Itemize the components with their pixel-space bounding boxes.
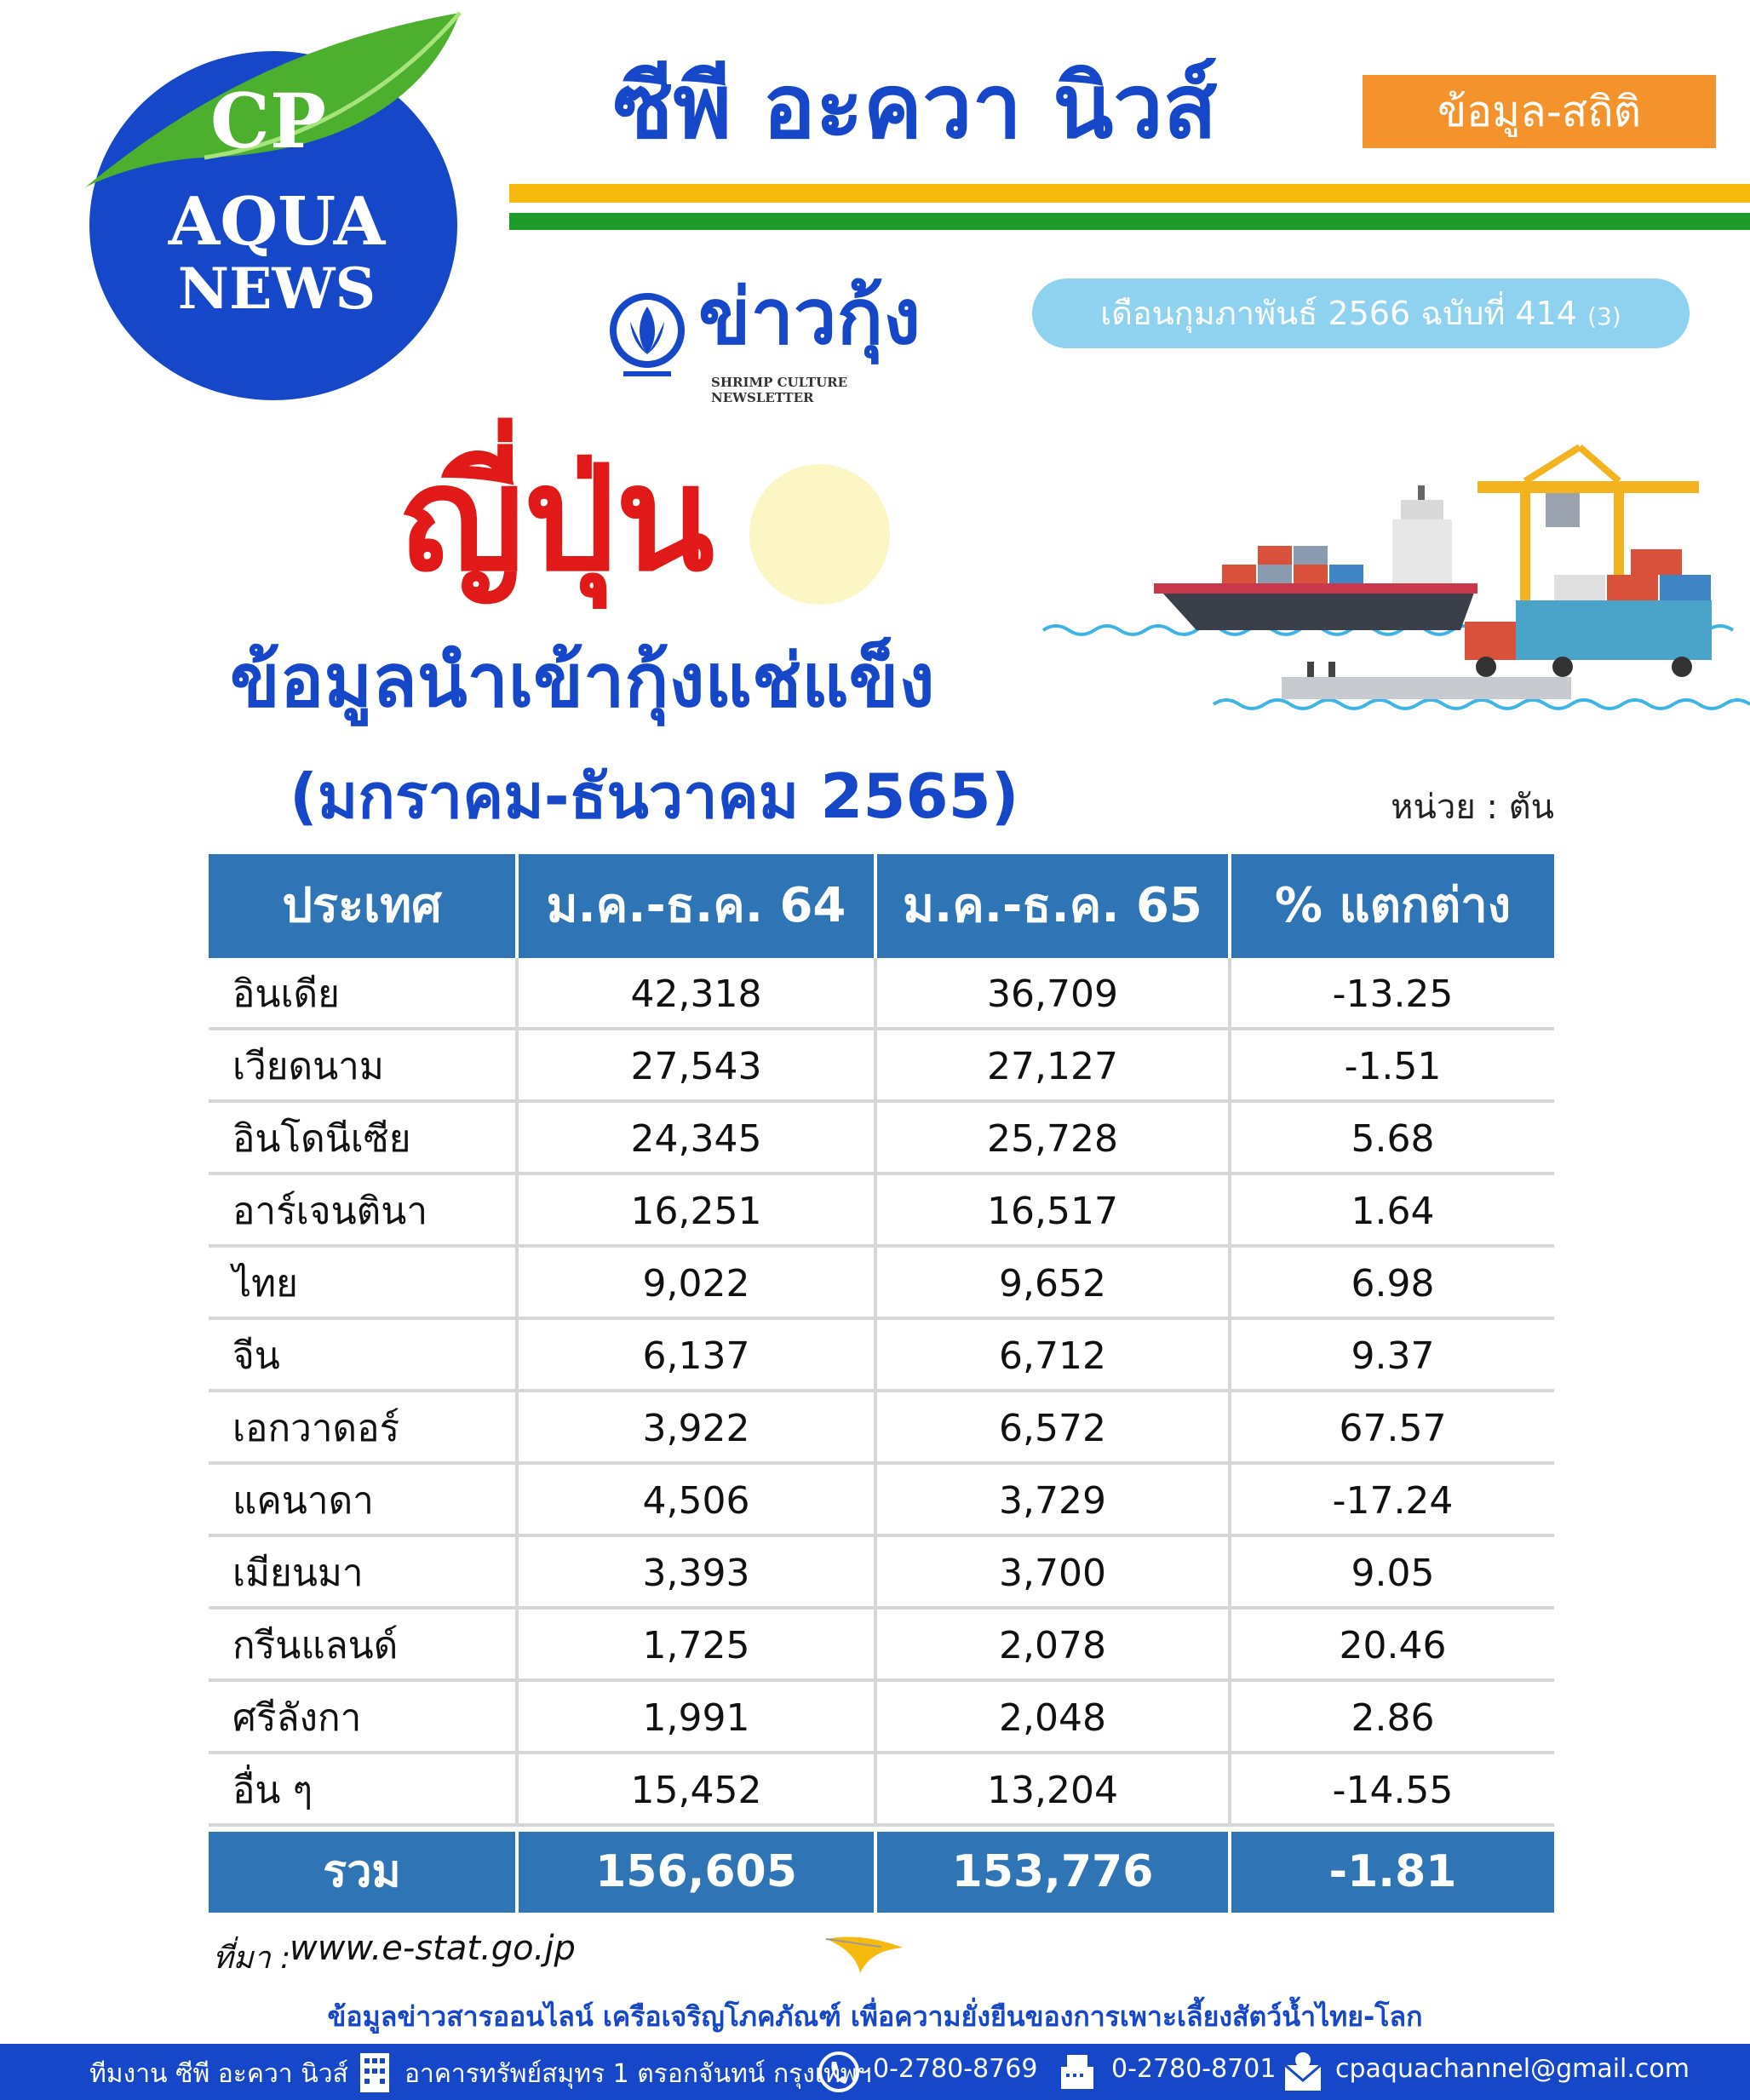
country-title: ญี่ปุ่น — [400, 435, 714, 604]
header-2565: ม.ค.-ธ.ค. 65 — [877, 854, 1231, 958]
cell-2564: 4,506 — [519, 1465, 877, 1537]
cell-2565: 13,204 — [877, 1754, 1231, 1827]
bird-logo-icon — [822, 1926, 907, 1977]
cell-2564: 1,725 — [519, 1609, 877, 1682]
source-link[interactable]: www.e-stat.go.jp — [290, 1929, 576, 1968]
logo-cp-text: CP — [209, 77, 327, 165]
tagline: ข้อมูลข่าวสารออนไลน์ เครือเจริญโภคภัณฑ์ เพื่อความยั่งยืนของการเพาะเลี้ยงสัตว์น้ำไทย-โลก — [327, 2000, 1423, 2033]
cell-country: อินโดนีเซีย — [209, 1103, 519, 1175]
cell-2564: 3,922 — [519, 1392, 877, 1465]
cell-percent: 9.05 — [1231, 1537, 1554, 1609]
total-percent: -1.81 — [1231, 1832, 1554, 1913]
cell-country: กรีนแลนด์ — [209, 1609, 519, 1682]
cell-country: อินเดีย — [209, 958, 519, 1030]
cell-2565: 2,078 — [877, 1609, 1231, 1682]
cell-country: อื่น ๆ — [209, 1754, 519, 1827]
unit-label: หน่วย : ตัน — [1391, 788, 1554, 827]
cell-percent: 2.86 — [1231, 1682, 1554, 1754]
header-stripe-green — [509, 213, 1750, 230]
cell-percent: -14.55 — [1231, 1754, 1554, 1827]
report-period: (มกราคม-ธันวาคม 2565) — [290, 760, 1019, 832]
cell-percent: -13.25 — [1231, 958, 1554, 1030]
total-2564: 156,605 — [519, 1832, 877, 1913]
cell-percent: 9.37 — [1231, 1320, 1554, 1392]
header-2564: ม.ค.-ธ.ค. 64 — [519, 854, 877, 958]
cell-2565: 3,729 — [877, 1465, 1231, 1537]
fax-icon — [1056, 2048, 1099, 2096]
cell-2565: 25,728 — [877, 1103, 1231, 1175]
cell-percent: 67.57 — [1231, 1392, 1554, 1465]
cell-country: จีน — [209, 1320, 519, 1392]
header-stripe-yellow — [509, 184, 1750, 203]
cell-2565: 6,572 — [877, 1392, 1231, 1465]
issue-part: (3) — [1587, 302, 1621, 330]
cell-2564: 42,318 — [519, 958, 877, 1030]
cell-percent: 1.64 — [1231, 1175, 1554, 1248]
logo-aqua-text: AQUA — [168, 183, 386, 261]
header-country: ประเทศ — [209, 854, 519, 958]
issue-text: เดือนกุมภาพันธ์ 2566 ฉบับที่ 414 — [1100, 295, 1577, 332]
cell-country: เวียดนาม — [209, 1030, 519, 1103]
cell-2564: 24,345 — [519, 1103, 877, 1175]
cell-2565: 16,517 — [877, 1175, 1231, 1248]
cell-2564: 6,137 — [519, 1320, 877, 1392]
footer-email[interactable]: cpaquachannel@gmail.com — [1335, 2054, 1690, 2084]
cell-country: ศรีลังกา — [209, 1682, 519, 1754]
cell-2565: 2,048 — [877, 1682, 1231, 1754]
cell-percent: 20.46 — [1231, 1609, 1554, 1682]
report-subtitle: ข้อมูลนำเข้ากุ้งแช่แข็ง — [230, 639, 935, 724]
footer-team: ทีมงาน ซีพี อะควา นิวส์ — [89, 2059, 348, 2089]
cell-2564: 15,452 — [519, 1754, 877, 1827]
cell-percent: -1.51 — [1231, 1030, 1554, 1103]
phone-icon — [818, 2048, 860, 2096]
cell-percent: 5.68 — [1231, 1103, 1554, 1175]
cell-2565: 3,700 — [877, 1537, 1231, 1609]
cell-country: อาร์เจนตินา — [209, 1175, 519, 1248]
issue-badge — [1032, 278, 1690, 348]
cell-2565: 6,712 — [877, 1320, 1231, 1392]
total-2565: 153,776 — [877, 1832, 1231, 1913]
header-percent-change: % แตกต่าง — [1231, 854, 1554, 958]
publication-title: ซีพี อะควา นิวส์ — [613, 55, 1218, 158]
cell-country: เมียนมา — [209, 1537, 519, 1609]
cell-2564: 27,543 — [519, 1030, 877, 1103]
cell-2565: 9,652 — [877, 1248, 1231, 1320]
cell-2565: 36,709 — [877, 958, 1231, 1030]
newsletter-subtitle: SHRIMP CULTURE NEWSLETTER — [711, 375, 848, 405]
cell-percent: 6.98 — [1231, 1248, 1554, 1320]
cp-emblem-icon — [606, 288, 688, 380]
footer-fax[interactable]: 0-2780-8701 — [1111, 2054, 1277, 2084]
newsletter-name: ข่าวกุ้ง — [698, 273, 921, 362]
cargo-ship-illustration — [1035, 439, 1750, 720]
cell-2564: 3,393 — [519, 1537, 877, 1609]
logo-news-text: NEWS — [177, 255, 376, 322]
cell-country: ไทย — [209, 1248, 519, 1320]
cell-country: แคนาดา — [209, 1465, 519, 1537]
building-icon — [353, 2048, 396, 2096]
cell-2564: 16,251 — [519, 1175, 877, 1248]
cell-country: เอกวาดอร์ — [209, 1392, 519, 1465]
cell-2564: 1,991 — [519, 1682, 877, 1754]
cell-2564: 9,022 — [519, 1248, 877, 1320]
cell-2565: 27,127 — [877, 1030, 1231, 1103]
cell-percent: -17.24 — [1231, 1465, 1554, 1537]
footer-phone[interactable]: 0-2780-8769 — [873, 2054, 1038, 2084]
total-label: รวม — [209, 1832, 519, 1913]
footer-address: อาคารทรัพย์สมุทร 1 ตรอกจันทน์ กรุงเทพฯ — [405, 2059, 872, 2089]
source-label: ที่มา : — [213, 1941, 291, 1976]
section-badge: ข้อมูล-สถิติ — [1363, 75, 1716, 148]
email-icon — [1282, 2048, 1324, 2096]
